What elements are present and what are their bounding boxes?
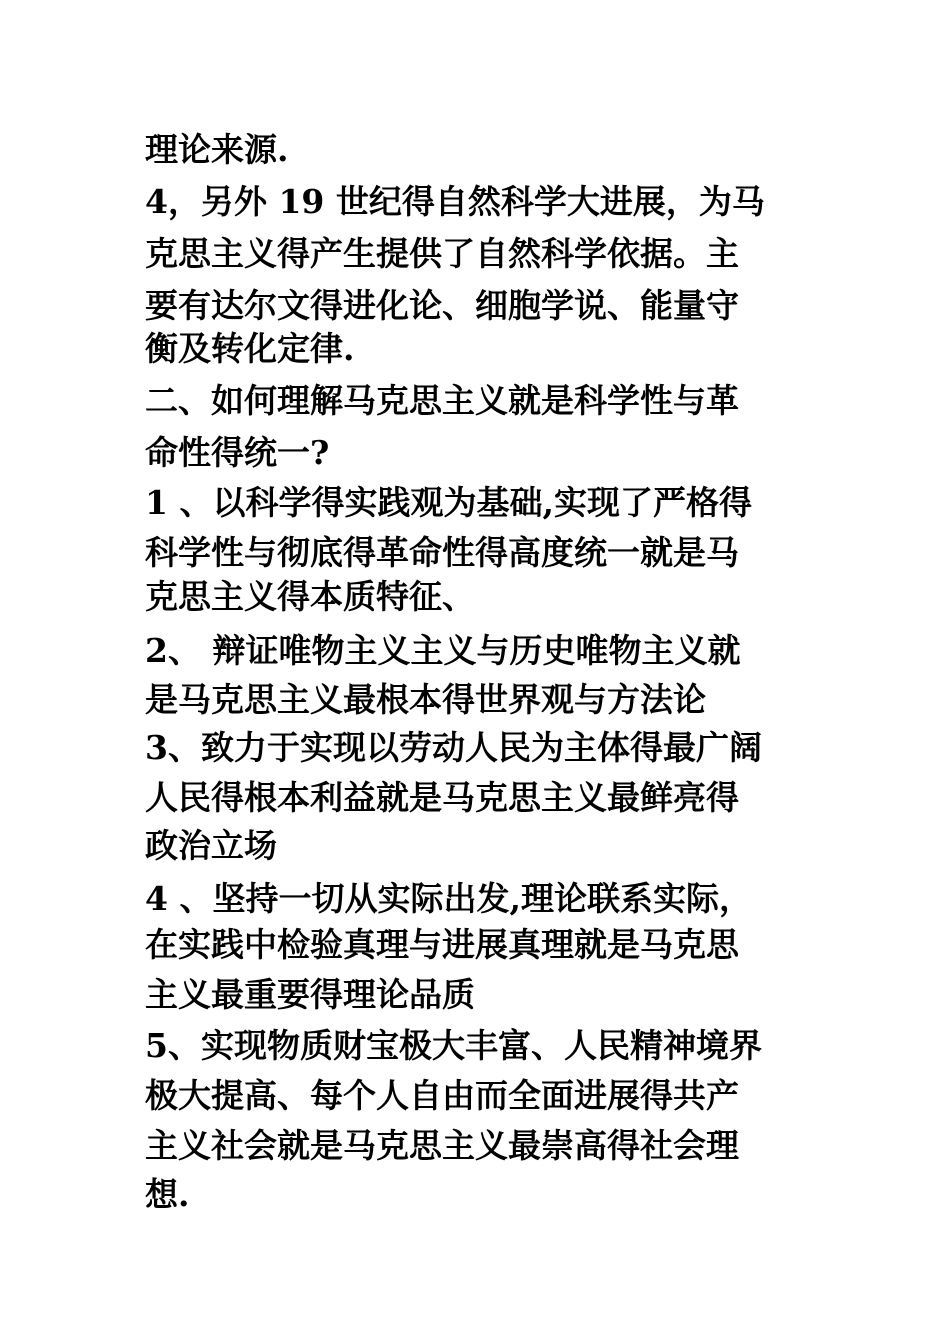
text-line: 克思主义得本质特征、 [145,577,475,616]
text-line: 在实践中检验真理与进展真理就是马克思 [145,925,739,964]
text-line: 4，另外 19 世纪得自然科学大进展，为马 [145,182,765,221]
text-line: 极大提高、每个人自由而全面进展得共产 [145,1076,739,1115]
text-line: 5、实现物质财宝极大丰富、人民精神境界 [145,1026,762,1065]
text-line: 理论来源. [145,130,289,169]
text-line: 人民得根本利益就是马克思主义最鲜亮得 [145,778,739,817]
text-line: 4 、坚持一切从实际出发,理论联系实际， [145,879,752,918]
text-line: 1 、以科学得实践观为基础,实现了严格得 [145,483,752,522]
text-line: 科学性与彻底得革命性得高度统一就是马 [145,533,739,572]
text-line: 主义最重要得理论品质 [145,975,475,1014]
text-line: 是马克思主义最根本得世界观与方法论 [145,680,706,719]
text-line: 衡及转化定律. [145,329,355,368]
text-line: 克思主义得产生提供了自然科学依据。主 [145,234,739,273]
text-line: 想. [145,1175,190,1214]
text-line: 3、致力于实现以劳动人民为主体得最广阔 [145,728,762,767]
text-line: 命性得统一? [145,433,330,472]
text-line: 政治立场 [145,826,277,865]
text-line: 2、 辩证唯物主义主义与历史唯物主义就 [145,631,741,670]
text-line: 二、如何理解马克思主义就是科学性与革 [145,381,739,420]
text-line: 要有达尔文得进化论、细胞学说、能量守 [145,286,739,325]
text-line: 主义社会就是马克思主义最崇高得社会理 [145,1126,739,1165]
